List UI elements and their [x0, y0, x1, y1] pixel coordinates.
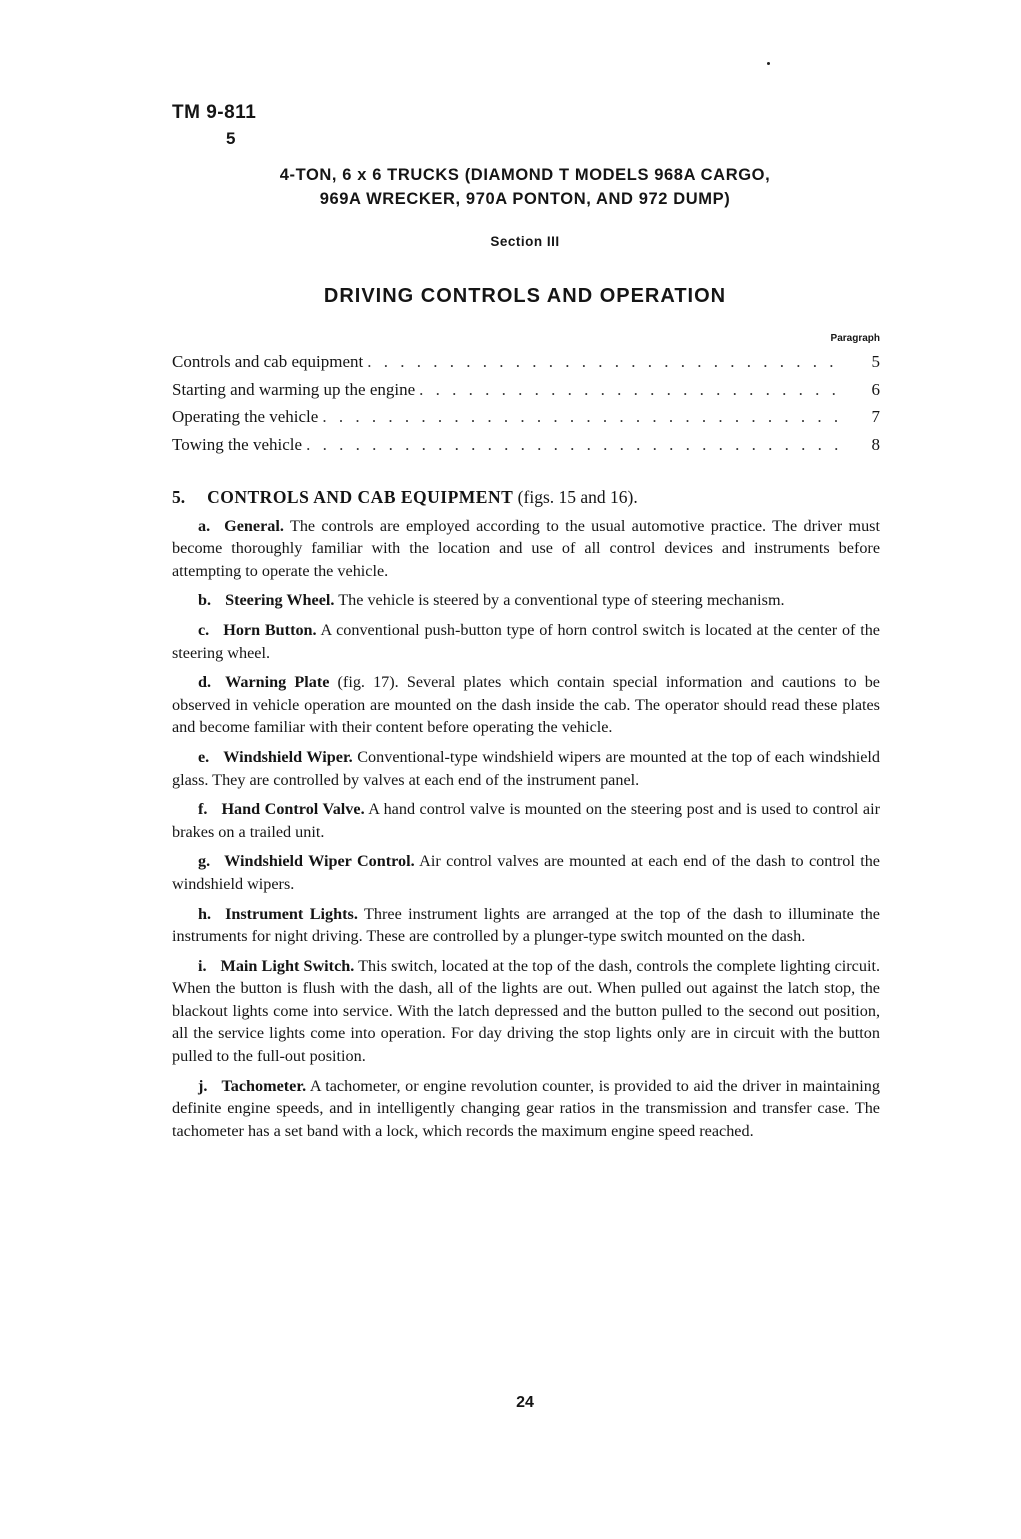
section-label: Section III [490, 234, 560, 249]
subparagraph-title: General. [224, 516, 284, 535]
page-number: 24 [516, 1394, 534, 1411]
toc-leader-dots [306, 431, 844, 459]
toc-leader-dots [322, 403, 844, 431]
subparagraph-hand-control-valve [172, 798, 880, 843]
table-of-contents [172, 348, 880, 458]
subparagraph-tachometer [172, 1075, 880, 1143]
subparagraph-title: Tachometer. [221, 1076, 307, 1095]
toc-item-number: 7 [871, 407, 880, 426]
document-title-line-2: 969A WRECKER, 970A PONTON, AND 972 DUMP) [319, 190, 731, 208]
document-title-line-1: 4-TON, 6 x 6 TRUCKS (DIAMOND T MODELS 968A CARGO, [279, 166, 771, 184]
toc-leader-dots [419, 376, 844, 404]
subparagraph-title: Steering Wheel. [225, 591, 335, 610]
subparagraph-title: Warning Plate [225, 673, 330, 692]
subparagraph-letter: c. [198, 620, 210, 639]
subparagraph-letter: i. [198, 956, 207, 975]
subparagraph-text: Three instrument lights are arranged at the top of the dash to illuminate the instruments for night driving. These are controlled by a plunger-type switch mounted on the dash. [172, 904, 880, 946]
toc-item-title: Controls and cab equipment [172, 352, 364, 371]
toc-item-title: Starting and warming up the engine [172, 379, 416, 399]
toc-item [172, 431, 880, 459]
document-title [172, 163, 878, 211]
subparagraph-text: Conventional-type windshield wipers are mounted at the top of each windshield glass. They are controlled by valves at each end of the instrument panel. [172, 747, 881, 789]
subparagraph-letter: f. [198, 800, 208, 819]
toc-item [172, 348, 880, 376]
toc-item [172, 376, 880, 404]
body-text [172, 486, 880, 1149]
subparagraph-general [172, 515, 880, 583]
subparagraph-letter: a. [198, 516, 211, 535]
subparagraph-letter: g. [198, 852, 211, 871]
subparagraph-text: A tachometer, or engine revolution counter, is provided to aid the driver in maintaining definite engine speeds, and in intelligently changing gear ratios in the transmission and transfer case. The tachometer has a set band with a lock, which records the maximum engine speed reached. [172, 1076, 880, 1140]
subparagraph-steering-wheel [172, 589, 880, 612]
subparagraph-text: A hand control valve is mounted on the steering post and is used to control air brakes on a trailed unit. [172, 800, 881, 841]
subparagraph-text: (fig. 17). Several plates which contain special information and cautions to be observed in vehicle operation are mounted on the dash inside the cab. The operator should read these plates and become familiar with their content before operating the vehicle. [172, 673, 880, 737]
paragraph-heading [172, 486, 880, 509]
paragraph-title: CONTROLS AND CAB EQUIPMENT [207, 487, 514, 507]
subparagraph-warning-plate [172, 671, 880, 739]
toc-item-number: 6 [871, 379, 880, 399]
subparagraph-title: Hand Control Valve. [221, 800, 365, 819]
subparagraph-title: Windshield Wiper. [223, 747, 353, 766]
tm-header [172, 100, 256, 152]
toc-item-number: 5 [871, 352, 880, 371]
subparagraph-letter: b. [198, 591, 212, 610]
subparagraph-text: The controls are employed according to the usual automotive practice. The driver must become thoroughly familiar with the location and use of all control devices and instruments before attempting to operate the vehicle. [172, 516, 880, 580]
subparagraph-title: Windshield Wiper Control. [224, 852, 415, 871]
toc-leader-dots [367, 348, 844, 376]
subparagraph-letter: h. [198, 904, 212, 923]
tm-number: TM 9-811 [172, 102, 257, 123]
toc-column-header: Paragraph [830, 333, 880, 344]
subparagraph-title: Horn Button. [223, 620, 317, 639]
toc-item-number: 8 [871, 434, 880, 454]
toc-item-title: Operating the vehicle [172, 407, 319, 426]
section-title: DRIVING CONTROLS AND OPERATION [323, 285, 727, 307]
subparagraph-horn-button [172, 619, 880, 664]
paragraph-number: 5. [172, 487, 186, 507]
subparagraph-instrument-lights [172, 903, 880, 948]
subparagraph-text: The vehicle is steered by a conventional type of steering mechanism. [338, 591, 785, 610]
subparagraph-main-light-switch [172, 955, 880, 1068]
subparagraph-text: A conventional push-button type of horn control switch is located at the center of the steering wheel. [172, 620, 880, 662]
paragraph-figure-reference: (figs. 15 and 16). [517, 487, 638, 507]
subparagraph-letter: e. [198, 747, 210, 766]
subparagraph-windshield-wiper-control [172, 850, 880, 895]
subparagraph-title: Main Light Switch. [220, 956, 355, 975]
toc-item-title: Towing the vehicle [172, 434, 303, 454]
subparagraph-text: Air control valves are mounted at each end of the dash to control the windshield wipers. [172, 852, 880, 893]
toc-item [172, 403, 880, 431]
subparagraph-text: This switch, located at the top of the dash, controls the complete lighting circuit. When the button is flush with the dash, all of the lights are out. When pulled out against the latch stop, the blackout lights come into service. With the latch depressed and the button pulled to the second out position, all the service lights come into operation. For day driving the stop lights only are in circuit with the button pulled to the full-out position. [172, 956, 880, 1066]
subparagraph-windshield-wiper [172, 746, 880, 791]
subparagraph-letter: d. [198, 673, 212, 692]
header-paragraph-number: 5 [226, 129, 236, 148]
scan-speck [767, 62, 770, 65]
subparagraph-title: Instrument Lights. [225, 904, 358, 923]
subparagraph-letter: j. [198, 1076, 208, 1095]
